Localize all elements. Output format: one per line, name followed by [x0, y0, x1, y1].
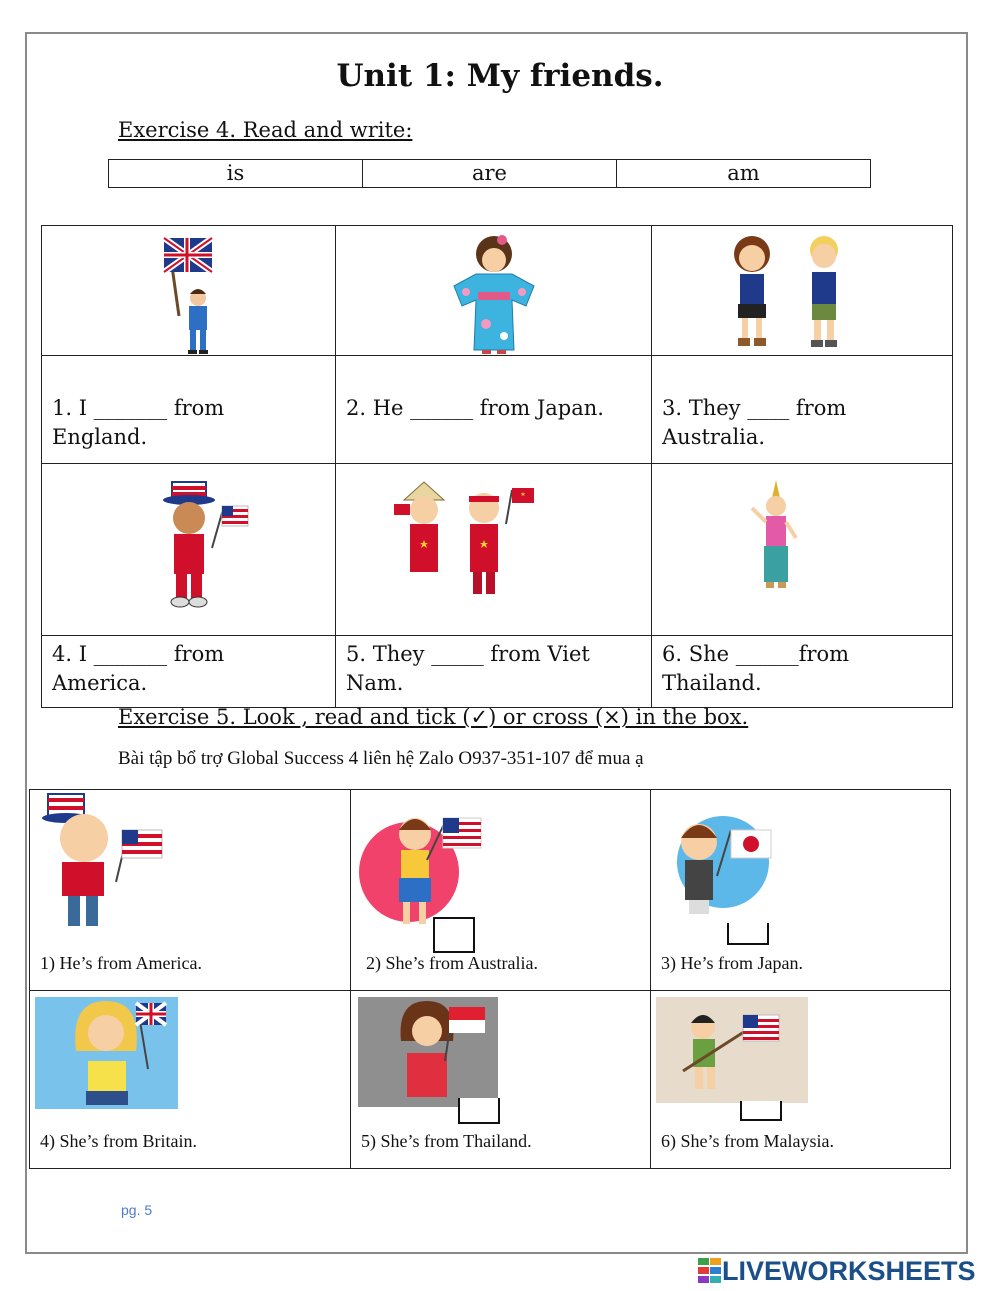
picture-cell: [336, 226, 652, 356]
sentence-6: 6. She ______from Thailand.: [662, 642, 850, 695]
page-number: pg. 5: [121, 1202, 153, 1218]
exercise-5-cell: [651, 991, 951, 1169]
australian-kids-image: [652, 226, 953, 355]
word-bank-item: are: [363, 160, 617, 187]
exercise-5-cell: [351, 790, 651, 991]
picture-cell: [42, 464, 336, 636]
sentence-5: 5. They _____ from Viet Nam.: [346, 642, 590, 695]
boy-with-uk-flag-image: [42, 226, 336, 355]
exercise-4-heading: Exercise 4. Read and write:: [118, 118, 413, 142]
statement-3: 3) He’s from Japan.: [661, 953, 803, 973]
thai-dancer-image: [652, 464, 953, 635]
page-title: Unit 1: My friends.: [336, 58, 664, 94]
exercise-5-cell: [651, 790, 951, 991]
exercise-5-cell: [30, 790, 351, 991]
vietnamese-kids-image: [336, 464, 652, 635]
exercise-5-table: [29, 789, 951, 1169]
exercise-5-cell: [30, 991, 351, 1169]
sentence-2: 2. He ______ from Japan.: [346, 396, 604, 420]
boy-with-us-flag-image: [42, 464, 336, 635]
word-bank: [108, 159, 871, 188]
brand-name: LIVEWORKSHEETS: [722, 1255, 976, 1286]
girl-with-singapore-flag-image: [351, 991, 651, 1111]
exercise-5-cell: [351, 991, 651, 1169]
exercise-5-heading: Exercise 5. Look , read and tick (✓) or cross (×) in the box.: [118, 705, 749, 729]
boy-with-japan-flag-image: [651, 790, 951, 940]
girl-in-kimono-image: [336, 226, 652, 355]
statement-6: 6) She’s from Malaysia.: [661, 1131, 834, 1151]
liveworksheets-logo-icon: [698, 1258, 722, 1284]
sales-note: Bài tập bổ trợ Global Success 4 liên hệ Zalo O937-351-107 để mua ạ: [118, 748, 644, 769]
sentence-1: 1. I _______ from England.: [52, 396, 225, 449]
boy-with-us-flag-image: [30, 790, 351, 940]
sentence-3: 3. They ____ from Australia.: [662, 396, 847, 449]
girl-with-uk-flag-image: [30, 991, 351, 1111]
answer-box-5[interactable]: [458, 1098, 500, 1124]
answer-box-2[interactable]: [433, 917, 475, 953]
girl-with-us-flag-image: [651, 991, 951, 1111]
picture-cell: [652, 464, 953, 636]
answer-box-6[interactable]: [740, 1101, 782, 1121]
statement-4: 4) She’s from Britain.: [40, 1131, 197, 1151]
statement-1: 1) He’s from America.: [40, 953, 202, 973]
picture-cell: [42, 226, 336, 356]
statement-2: 2) She’s from Australia.: [366, 953, 538, 973]
picture-cell: [336, 464, 652, 636]
statement-5: 5) She’s from Thailand.: [361, 1131, 532, 1151]
picture-cell: [652, 226, 953, 356]
liveworksheets-logo: [698, 1256, 976, 1286]
sentence-4: 4. I _______ from America.: [52, 642, 225, 695]
word-bank-item: is: [109, 160, 363, 187]
word-bank-item: am: [727, 161, 760, 185]
girl-with-malaysia-flag-image: [351, 790, 651, 940]
answer-box-3[interactable]: [727, 923, 769, 945]
exercise-4-table: [41, 225, 953, 708]
